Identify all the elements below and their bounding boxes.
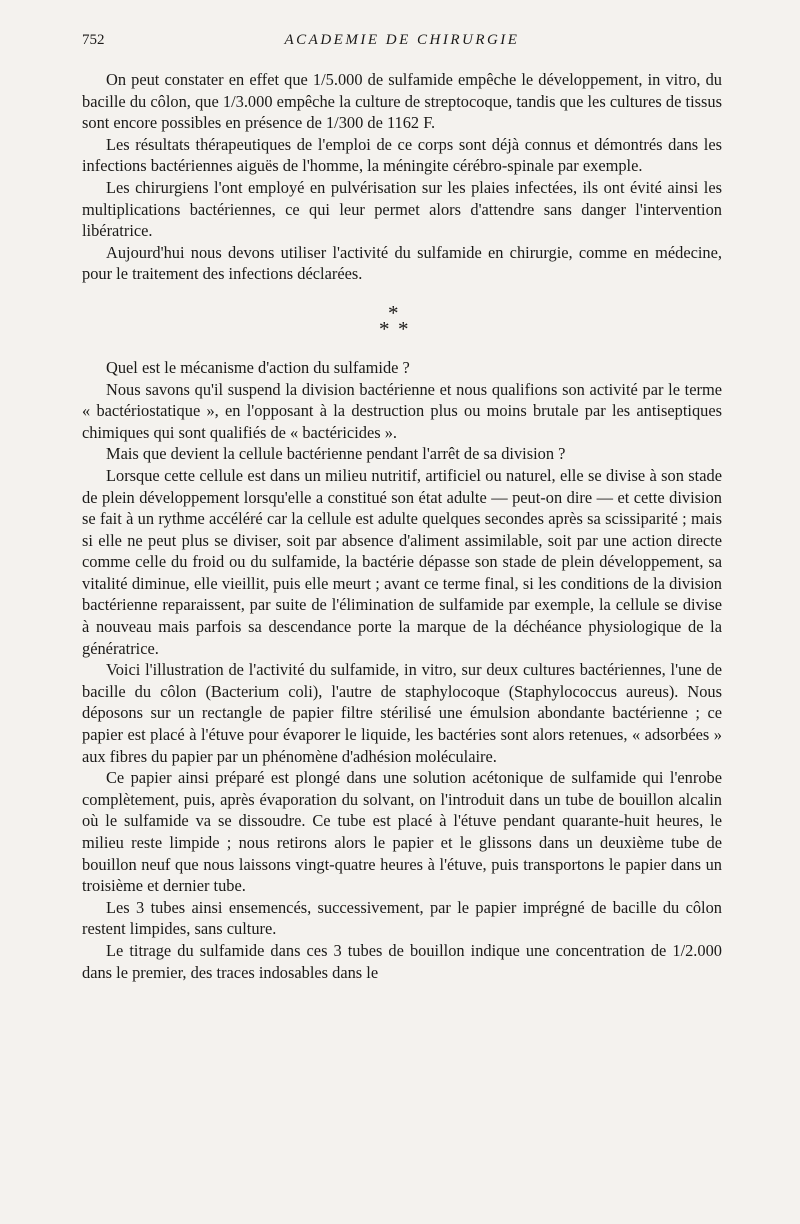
asterism-star: *	[388, 300, 399, 325]
paragraph: Les chirurgiens l'ont employé en pulvérisation sur les plaies infectées, ils ont évité ainsi les multiplications bactériennes, ce qui leur permet alors d'attendre sans danger l'intervention libératrice.	[82, 177, 722, 241]
paragraph: On peut constater en effet que 1/5.000 de sulfamide empêche le développement, in vitro, du bacille du côlon, que 1/3.000 empêche la culture de streptocoque, tandis que les cultures de tissus sont encore possibles en présence de 1/300 de 1162 F.	[82, 70, 722, 133]
body-text	[82, 69, 722, 983]
paragraph: Lorsque cette cellule est dans un milieu nutritif, artificiel ou naturel, elle se divise à son stade de plein développement lorsqu'elle a constitué son état adulte — peut-on dire — et cette division se fait à un rythme accéléré car la cellule est adulte quelques secondes après sa scissiparité ; mais si elle ne peut plus se diviser, soit par absence d'aliment assimilable, soit par une action directe comme celle du froid ou du sulfamide, la bactérie dépasse son stade de plein développement, sa vitalité diminue, elle vieillit, puis elle meurt ; avant ce terme final, si les conditions de la division bactérienne reparaissent, par suite de l'élimination de sulfamide par exemple, la cellule se divise à nouveau mais parfois sa descendance porte la marque de la déchéance physiologique de la génératrice.	[82, 465, 722, 658]
running-header	[82, 24, 722, 54]
paragraph: Nous savons qu'il suspend la division bactérienne et nous qualifions son activité par le terme « bactériostatique », en l'opposant à la destruction plus ou moins brutale par les antiseptiques chimiques qui sont qualifiés de « bactéricides ».	[82, 379, 722, 442]
page-number: 752	[82, 32, 105, 48]
paragraph: Les 3 tubes ainsi ensemencés, successivement, par le papier imprégné de bacille du côlon restent limpides, sans culture.	[82, 897, 722, 939]
paragraph: Les résultats thérapeutiques de l'emploi de ce corps sont déjà connus et démontrés dans les infections bactériennes aiguës de l'homme, la méningite cérébro-spinale par exemple.	[82, 134, 722, 176]
paragraph: Ce papier ainsi préparé est plongé dans une solution acétonique de sulfamide qui l'enrobe complètement, puis, après évaporation du solvant, on l'introduit dans un tube de bouillon alcalin où le sulfamide va se dissoudre. Ce tube est placé à l'étuve pendant quarante-huit heures, le milieu reste limpide ; nous retirons alors le papier et le glissons dans un deuxième tube de bouillon neuf que nous laissons vingt-quatre heures à l'étuve, puis transportons le papier dans un troisième et dernier tube.	[82, 768, 722, 896]
asterism-star: *	[398, 316, 409, 341]
asterism-star: *	[379, 316, 390, 341]
paragraph: Le titrage du sulfamide dans ces 3 tubes de bouillon indique une concentration de 1/2.000 dans le premier, des traces indosables dans le	[82, 940, 722, 982]
paragraph: Quel est le mécanisme d'action du sulfamide ?	[106, 357, 410, 377]
journal-title: ACADEMIE DE CHIRURGIE	[284, 32, 520, 48]
paragraph: Voici l'illustration de l'activité du sulfamide, in vitro, sur deux cultures bactériennes, l'une de bacille du côlon (Bacterium coli), l'autre de staphylocoque (Staphylococcus aureus). Nous déposons sur un rectangle de papier filtre stérilisé une émulsion abondante bactérienne ; ce papier est placé à l'étuve pour évaporer le liquide, les bactéries sont alors retenues, « adsorbées » aux fibres du papier par un phénomène d'adhésion moléculaire.	[82, 660, 722, 766]
document-page	[82, 24, 722, 983]
section-asterism	[82, 300, 722, 353]
paragraph: Aujourd'hui nous devons utiliser l'activité du sulfamide en chirurgie, comme en médecine, pour le traitement des infections déclarées.	[82, 242, 722, 284]
paragraph: Mais que devient la cellule bactérienne pendant l'arrêt de sa division ?	[106, 444, 566, 464]
